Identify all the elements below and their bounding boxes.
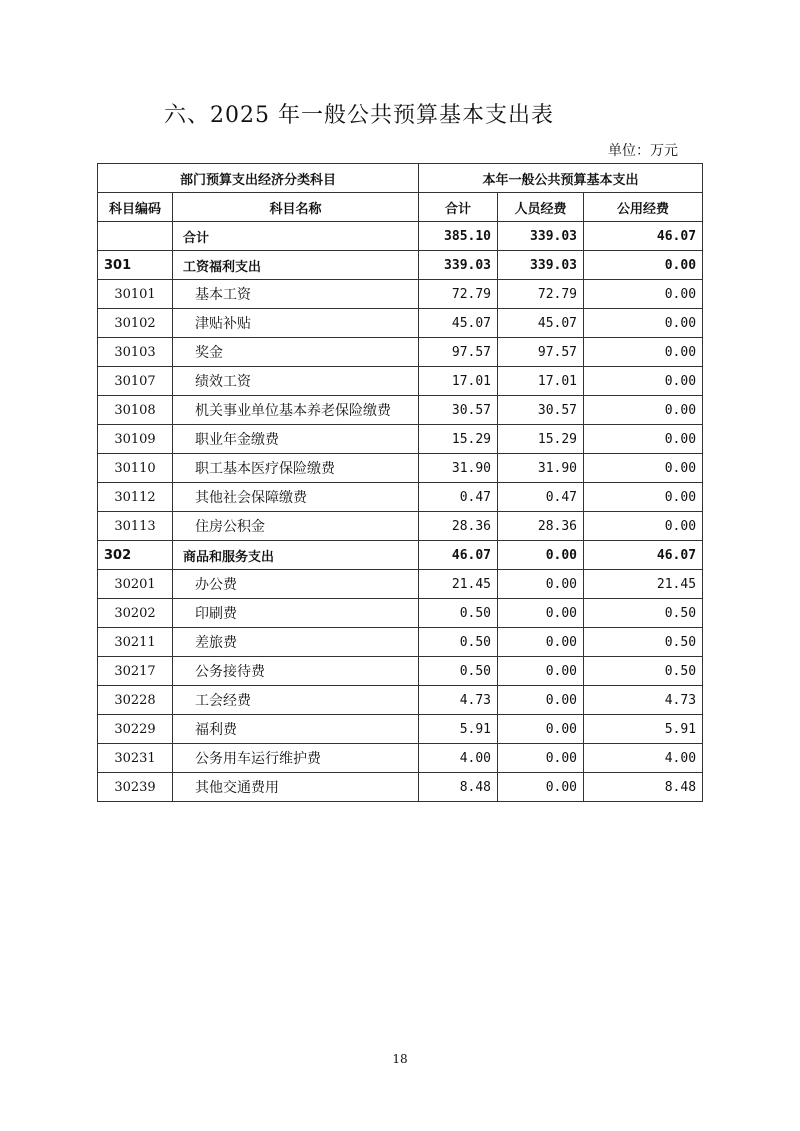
cell-public: 4.00 [584, 744, 703, 773]
cell-code: 30102 [98, 309, 173, 338]
cell-name: 差旅费 [173, 628, 419, 657]
cell-total: 46.07 [419, 541, 498, 570]
cell-public: 0.00 [584, 454, 703, 483]
cell-code: 30229 [98, 715, 173, 744]
cell-code: 30108 [98, 396, 173, 425]
cell-public: 21.45 [584, 570, 703, 599]
cell-personnel: 15.29 [498, 425, 584, 454]
cell-code: 30202 [98, 599, 173, 628]
unit-label: 单位：万元 [608, 143, 678, 159]
cell-code: 301 [98, 251, 173, 280]
cell-total: 17.01 [419, 367, 498, 396]
cell-personnel: 0.00 [498, 657, 584, 686]
cell-public: 0.50 [584, 657, 703, 686]
header-group-left: 部门预算支出经济分类科目 [98, 164, 419, 193]
cell-total: 72.79 [419, 280, 498, 309]
cell-name: 基本工资 [173, 280, 419, 309]
cell-personnel: 31.90 [498, 454, 584, 483]
table-row [98, 222, 703, 251]
table-row [98, 686, 703, 715]
header-personnel: 人员经费 [498, 193, 584, 222]
table-row [98, 599, 703, 628]
cell-name: 印刷费 [173, 599, 419, 628]
page-title: 六、2025 年一般公共预算基本支出表 [164, 103, 554, 128]
cell-total: 0.47 [419, 483, 498, 512]
cell-code: 30201 [98, 570, 173, 599]
cell-personnel: 0.00 [498, 715, 584, 744]
header-public: 公用经费 [584, 193, 703, 222]
table-row [98, 280, 703, 309]
cell-name: 合计 [173, 222, 419, 251]
cell-personnel: 0.00 [498, 570, 584, 599]
cell-personnel: 97.57 [498, 338, 584, 367]
cell-public: 0.00 [584, 512, 703, 541]
cell-total: 31.90 [419, 454, 498, 483]
cell-code: 30103 [98, 338, 173, 367]
cell-name: 办公费 [173, 570, 419, 599]
table-row [98, 483, 703, 512]
cell-total: 21.45 [419, 570, 498, 599]
table-body [98, 222, 703, 802]
cell-public: 0.00 [584, 309, 703, 338]
table-row [98, 396, 703, 425]
header-code: 科目编码 [98, 193, 173, 222]
table-row [98, 744, 703, 773]
cell-total: 385.10 [419, 222, 498, 251]
cell-code: 30109 [98, 425, 173, 454]
cell-public: 8.48 [584, 773, 703, 802]
cell-code: 30231 [98, 744, 173, 773]
cell-total: 339.03 [419, 251, 498, 280]
cell-total: 0.50 [419, 599, 498, 628]
cell-name: 奖金 [173, 338, 419, 367]
cell-code: 30228 [98, 686, 173, 715]
table-row [98, 570, 703, 599]
cell-public: 46.07 [584, 541, 703, 570]
cell-total: 97.57 [419, 338, 498, 367]
cell-personnel: 339.03 [498, 251, 584, 280]
budget-table [97, 163, 703, 802]
cell-total: 5.91 [419, 715, 498, 744]
cell-public: 0.00 [584, 251, 703, 280]
cell-personnel: 0.47 [498, 483, 584, 512]
cell-personnel: 30.57 [498, 396, 584, 425]
cell-public: 0.00 [584, 396, 703, 425]
header-group-row [98, 164, 703, 193]
cell-total: 0.50 [419, 657, 498, 686]
cell-total: 8.48 [419, 773, 498, 802]
cell-total: 4.73 [419, 686, 498, 715]
cell-name: 公务接待费 [173, 657, 419, 686]
cell-code: 30107 [98, 367, 173, 396]
header-name: 科目名称 [173, 193, 419, 222]
cell-total: 28.36 [419, 512, 498, 541]
table-row [98, 425, 703, 454]
cell-name: 其他社会保障缴费 [173, 483, 419, 512]
cell-name: 商品和服务支出 [173, 541, 419, 570]
cell-public: 0.50 [584, 628, 703, 657]
cell-name: 工会经费 [173, 686, 419, 715]
cell-total: 15.29 [419, 425, 498, 454]
cell-public: 5.91 [584, 715, 703, 744]
cell-personnel: 0.00 [498, 541, 584, 570]
header-group-right: 本年一般公共预算基本支出 [419, 164, 703, 193]
table-row [98, 251, 703, 280]
table-row [98, 773, 703, 802]
cell-name: 职业年金缴费 [173, 425, 419, 454]
cell-total: 45.07 [419, 309, 498, 338]
table-row [98, 367, 703, 396]
cell-name: 机关事业单位基本养老保险缴费 [173, 396, 419, 425]
cell-public: 46.07 [584, 222, 703, 251]
cell-name: 福利费 [173, 715, 419, 744]
cell-total: 0.50 [419, 628, 498, 657]
cell-personnel: 0.00 [498, 628, 584, 657]
cell-name: 住房公积金 [173, 512, 419, 541]
cell-name: 其他交通费用 [173, 773, 419, 802]
cell-code: 30101 [98, 280, 173, 309]
cell-code: 30112 [98, 483, 173, 512]
cell-public: 0.00 [584, 483, 703, 512]
cell-code [98, 222, 173, 251]
cell-public: 0.00 [584, 425, 703, 454]
table-row [98, 541, 703, 570]
cell-personnel: 45.07 [498, 309, 584, 338]
table-row [98, 309, 703, 338]
cell-code: 30239 [98, 773, 173, 802]
cell-code: 30110 [98, 454, 173, 483]
table-row [98, 657, 703, 686]
cell-name: 绩效工资 [173, 367, 419, 396]
cell-total: 30.57 [419, 396, 498, 425]
cell-personnel: 0.00 [498, 773, 584, 802]
page-number: 18 [392, 1052, 408, 1066]
cell-code: 30113 [98, 512, 173, 541]
cell-public: 0.00 [584, 367, 703, 396]
cell-total: 4.00 [419, 744, 498, 773]
cell-personnel: 339.03 [498, 222, 584, 251]
header-total: 合计 [419, 193, 498, 222]
cell-personnel: 28.36 [498, 512, 584, 541]
cell-public: 0.50 [584, 599, 703, 628]
cell-name: 工资福利支出 [173, 251, 419, 280]
header-column-row [98, 193, 703, 222]
cell-code: 30211 [98, 628, 173, 657]
cell-personnel: 72.79 [498, 280, 584, 309]
cell-code: 30217 [98, 657, 173, 686]
cell-personnel: 0.00 [498, 599, 584, 628]
cell-name: 津贴补贴 [173, 309, 419, 338]
cell-personnel: 17.01 [498, 367, 584, 396]
cell-name: 公务用车运行维护费 [173, 744, 419, 773]
cell-personnel: 0.00 [498, 686, 584, 715]
table-row [98, 338, 703, 367]
cell-code: 302 [98, 541, 173, 570]
table-row [98, 628, 703, 657]
cell-name: 职工基本医疗保险缴费 [173, 454, 419, 483]
cell-public: 0.00 [584, 280, 703, 309]
cell-public: 4.73 [584, 686, 703, 715]
table-row [98, 715, 703, 744]
table-row [98, 454, 703, 483]
table-row [98, 512, 703, 541]
cell-personnel: 0.00 [498, 744, 584, 773]
cell-public: 0.00 [584, 338, 703, 367]
